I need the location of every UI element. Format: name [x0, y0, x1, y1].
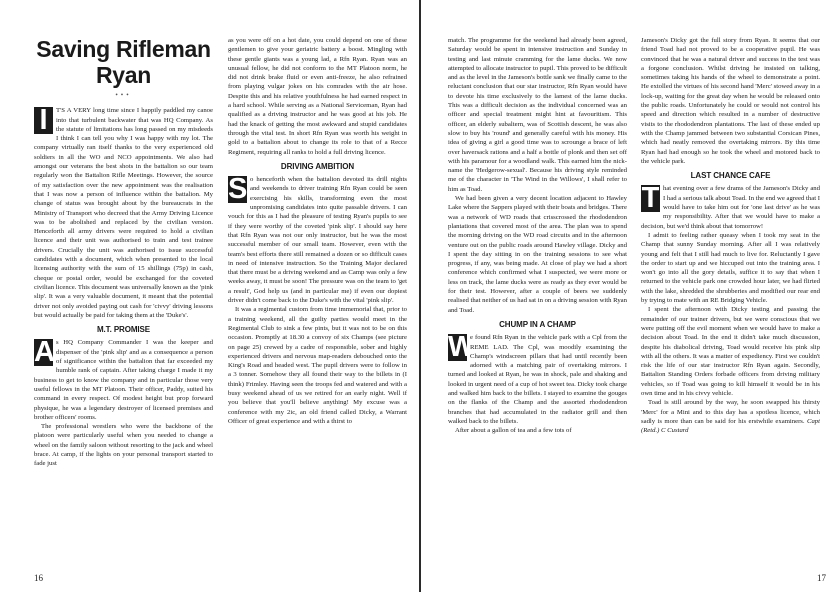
col2-paragraph-3: It was a regimental custom from time immemorial that, prior to a training weekend, all the guilty parties would meet in the Regimental Club to sink a few pints, but it was not to be on this occasion. Promptly at 18.30 a convoy of six Champs (see picture on page 25) crewed by a cadre of responsible, sober and highly experienced drivers and nervous map-readers debouched onto the King's Road and headed west. The pupil drivers were to follow in a 3 tonner. Somehow they all found their way to the billets in (I think) Frimley. Having seen the troops fed and watered and with a busy weekend ahead of us we retired for an early night. Well if you believe that you'll believe anything! My excuse was a conference with my 2ic, an old friend called Dicky, a Warrant Officer of great experience and with a thirst to: [228, 306, 407, 425]
column-3: [448, 36, 627, 566]
title-line-1: Saving Rifleman: [36, 36, 211, 62]
intro-text: T'S A VERY long time since I happily paddled my canoe into that turbulent backwater that was HQ Company. As the statute of limitations has long passed on my misdeeds I think I can tell you why I was happy with my lot. The company virtually ran itself thanks to the very experienced old soldiers in all the WO and NCO appointments. We also had amongst our veterans the best shots in the battalion so our team regularly won the Battalion Rifle Meetings. However, the source of my satisfaction over the new appointment was the realisation that I was now a person of influence within the battalion. My change of status was brought about by the bureaucrats in the Ministry of Transport who decreed that the Army Driving Licence was to be abolished and replaced by the civilian version. Henceforth all army drivers were required to hold a civilian licence and their unit was authorised to train and test trainee drivers. Crucially the unit was authorised to issue successful candidates with a document, which when presented to the local licensing authority with the sum of 15 shillings (75p) in cash, cheque or postal order, would be exchanged for the coveted civilian licence. This document was universally known as the 'pink slip'. It was a very valuable document, it meant that the potential driver not only avoided paying out cash for 'civvy' driving lessons but would actually be paid for taking them at the 'Duke's'.: [34, 107, 213, 319]
last-chance-paragraph: [641, 184, 820, 230]
column-2: [228, 36, 407, 566]
col4-paragraph-1: Jameson's Dicky got the full story from Ryan. It seems that our friend Toad had not proved to be a cooperative pupil. He was convinced that he was a natural driver and success in the test was a forgone conclusion. Whilst driving he insisted on talking, sometimes taking his hands of the wheel to demonstrate a point. He extolled the virtues of his second hand 'Merc' stowed away in a lock-up, waiting for the great day when he would be released onto the public roads. Unfortunately he could or would not control his speed and direction which resulted in a number of destructive visits to the rhododendron plantations. The last of these ended up with the Champ jammed between two substantial Corsican Pines, which had neatly removed the overtaking mirrors. By this time Ryan had had enough so he took the wheel and motored back to the vehicle park.: [641, 37, 820, 165]
page-number-right: 17: [817, 573, 826, 583]
mt-promise-paragraph: [34, 338, 213, 422]
heading-mt-promise: M.T. PROMISE: [96, 325, 151, 335]
dropcap-s: S: [228, 173, 248, 206]
mt-promise-paragraph-2: The professional wrestlers who were the backbone of the platoon were particularly useful when you needed to change a wheel on the family saloon without resorting to the jack and wheel brace. At camp, if the lights on your personal transport started to fade just: [34, 423, 213, 468]
title-line-2: Ryan: [95, 62, 152, 88]
driving-ambition-text: o henceforth when the battalion devoted its drill nights and weekends to driver training Rfn Ryan could be seen exercising his skills, transforming even the most unpromising candidates into quite passable drivers. I can vouch for this as I had the pleasure of testing Ryan's pupils to see if they were worthy of the coveted 'pink slip'. I should say here that Rfn Ryan was not our only instructor, but he was the most successful member of our small team. However, even with the team's best efforts there still remained a dozen or so difficult cases in need of intensive instruction. So the Training Major declared that there must be a driving weekend and as Camp was only a few weeks away, it must be soon! The pressure was on the team to 'get a result', God help us (and in particular me) if even our dopiest driver didn't come back to the Duke's with the vital 'pink slip'.: [228, 176, 407, 305]
col4-paragraph-5-text: Toad is still around by the way, he soon swapped his thirsty 'Merc' for a Mini and to this day has a spotless licence, which sadly is more than can be said for his erstwhile examiners.: [641, 399, 820, 425]
dropcap-w: W: [448, 331, 476, 364]
chump-paragraph: [448, 333, 627, 426]
column-4: [641, 36, 820, 566]
column-1: [34, 36, 213, 566]
article-title: [34, 36, 213, 88]
col4-paragraph-3: I admit to feeling rather queasy when I took my seat in the Champ that sunny Sunday morning. After all I was relatively young and felt that I still had much to live for. Reluctantly I gave the order to start up and we hiccuped out into the training area. I won't go into all the gory details, suffice it to say that when I returned to the vehicle park one crowded hour later, we had flirted with the lake, shredded the shrubberies and modified our rear end by trying to mate with an RE Bridging Vehicle.: [641, 231, 820, 305]
col3-paragraph-2: We had been given a very decent location adjacent to Hawley Lake where the Sappers played with their boats and bridges. There was a network of WD roads that crisscrossed the rhododendron plantations that covered most of the area. The plan was to spend the morning driving on the WD road circuits and in the afternoon venture out on the public roads around Hawley village. Dicky and I spent the day sitting in on the training sessions to see what progress, if any, was being made. At close of play we had a short conference which confirmed what I suspected, we were more or less on track, the lame ducks were as ready as they ever would be for their test. However, after a couple of beers we suddenly realised that neither of us had sat in on a driving session with Ryan and Toad.: [448, 195, 627, 314]
col2-paragraph-1: as you were off on a hot date, you could depend on one of these gentlemen to give your geriatric battery a boost. Mingling with these gentle giants was a young lad, a Rfn Ryan. Ryan was an unusual fellow, he did not conform to the MT Platoon norm, he did not drink brake fluid or even anti-freeze, he also refrained from playing vulgar jokes on his comrades with the air hose. Despite this and his relative youthfulness he had earned respect in a hard school. While serving as a National Serviceman, Ryan had qualified as a driving instructor and he was good at his job. He had the knack of getting the most awkward and stupid candidates through the vital test. In short Rfn Ryan was worth his weight in gold to a battalion about to change its role to that of a Recce Regiment, requiring all ranks to hold a full driving licence.: [228, 37, 407, 156]
col3-paragraph-4: After about a gallon of tea and a few tots of: [455, 427, 572, 435]
heading-driving-ambition: DRIVING AMBITION: [280, 161, 355, 171]
chump-text: e found Rfn Ryan in the vehicle park with a Cpl from the REME LAD. The Cpl, was moodily examining the Champ's windscreen pillars that had until recently been adorned with a matching pair of overtaking mirrors. I turned and looked at Ryan, he was in shock, pale and shaking and looked in urgent need of a cup of hot sweet tea. Dicky took charge and walked him back to the billets. I stayed to examine the gouges on the flanks of the Champ and the assorted rhododendron branches that had accumulated in the radiator grill and then walked back to the billets.: [448, 334, 627, 425]
intro-paragraph: [34, 106, 213, 320]
col4-paragraph-5: [641, 398, 820, 435]
mt-promise-text: s HQ Company Commander I was the keeper and dispenser of the 'pink slip' and as a consequence a person of significance within the battalion that far exceeded my humble rank of captain. After taking charge I made it my business to get to know the company and in particular those very useful fellows in the MT Platoon. Their officer, Paddy, suited his command in every respect. Of modest height but prop forward physique, he was a legendary destroyer of licensed premises and brother officers' rooms.: [34, 339, 213, 421]
col4-paragraph-4: I spent the afternoon with Dicky testing and passing the remainder of our trainer drivers, but we were conscious that we were putting off the evil moment when we would have to make a decision about Toad. In the end it didn't take much discussion, despite his diabolical driving, Toad would receive his pink slip with all the others. It was a matter of expediency. First we couldn't risk the life of our star instructor Rfn Ryan again. Secondly, Battalion Standing Orders forbade officers from driving military vehicles, so if Toad was going to kill himself it would be in his own time and in his civvy vehicle.: [641, 306, 820, 397]
col3-paragraph-1: match. The programme for the weekend had already been agreed, Saturday would be spent in intensive instruction and Sunday in testing and last minute cramming for the lame ducks. We now attempted to allocate instructor to pupil. This proved to be difficult and as the level in the Jameson's bottle sank we finally came to the reluctant conclusion that our star instructor, Rfn Ryan would have to devote his time exclusively to the lamest of the lame ducks. This was a difficult decision as the individual concerned was an officer and special treatment might hint at favouritism. This officer, an elderly subaltern, was of Scottish descent, he was also slow to buy his 'round' and generally careful with his money. His idea of giving a girl a good time was to scrounge a brace of left over haversack rations and a half a bottle of plonk and then set off with his paramour for a woodland walk. This earned him the nick-name the 'Hedgerow-sexual'. Because his driving style reminded me of the character in 'The Wind in the Willows', I shall refer to him as Toad.: [448, 37, 627, 193]
right-page: [421, 0, 840, 592]
driving-ambition-paragraph: [228, 175, 407, 305]
last-chance-text: hat evening over a few drams of the Jameson's Dicky and I had a serious talk about Toad. In the end we agreed that I would have to take him out for 'one last drive' as he was my responsibility. After that we would have to make a decision, but we'd think about that tomorrow!: [641, 185, 820, 230]
page-number-left: 16: [34, 573, 43, 583]
author-signature: Capt (Retd.) C Custard: [641, 417, 820, 435]
heading-chump-in-a-champ: CHUMP IN A CHAMP: [499, 319, 576, 329]
dropcap-i: I: [34, 107, 53, 134]
dropcap-t: T: [641, 182, 660, 215]
heading-last-chance-cafe: LAST CHANCE CAFE: [690, 171, 771, 181]
title-ornament: •••: [115, 91, 132, 99]
left-page: [0, 0, 419, 592]
dropcap-a: A: [34, 336, 55, 369]
